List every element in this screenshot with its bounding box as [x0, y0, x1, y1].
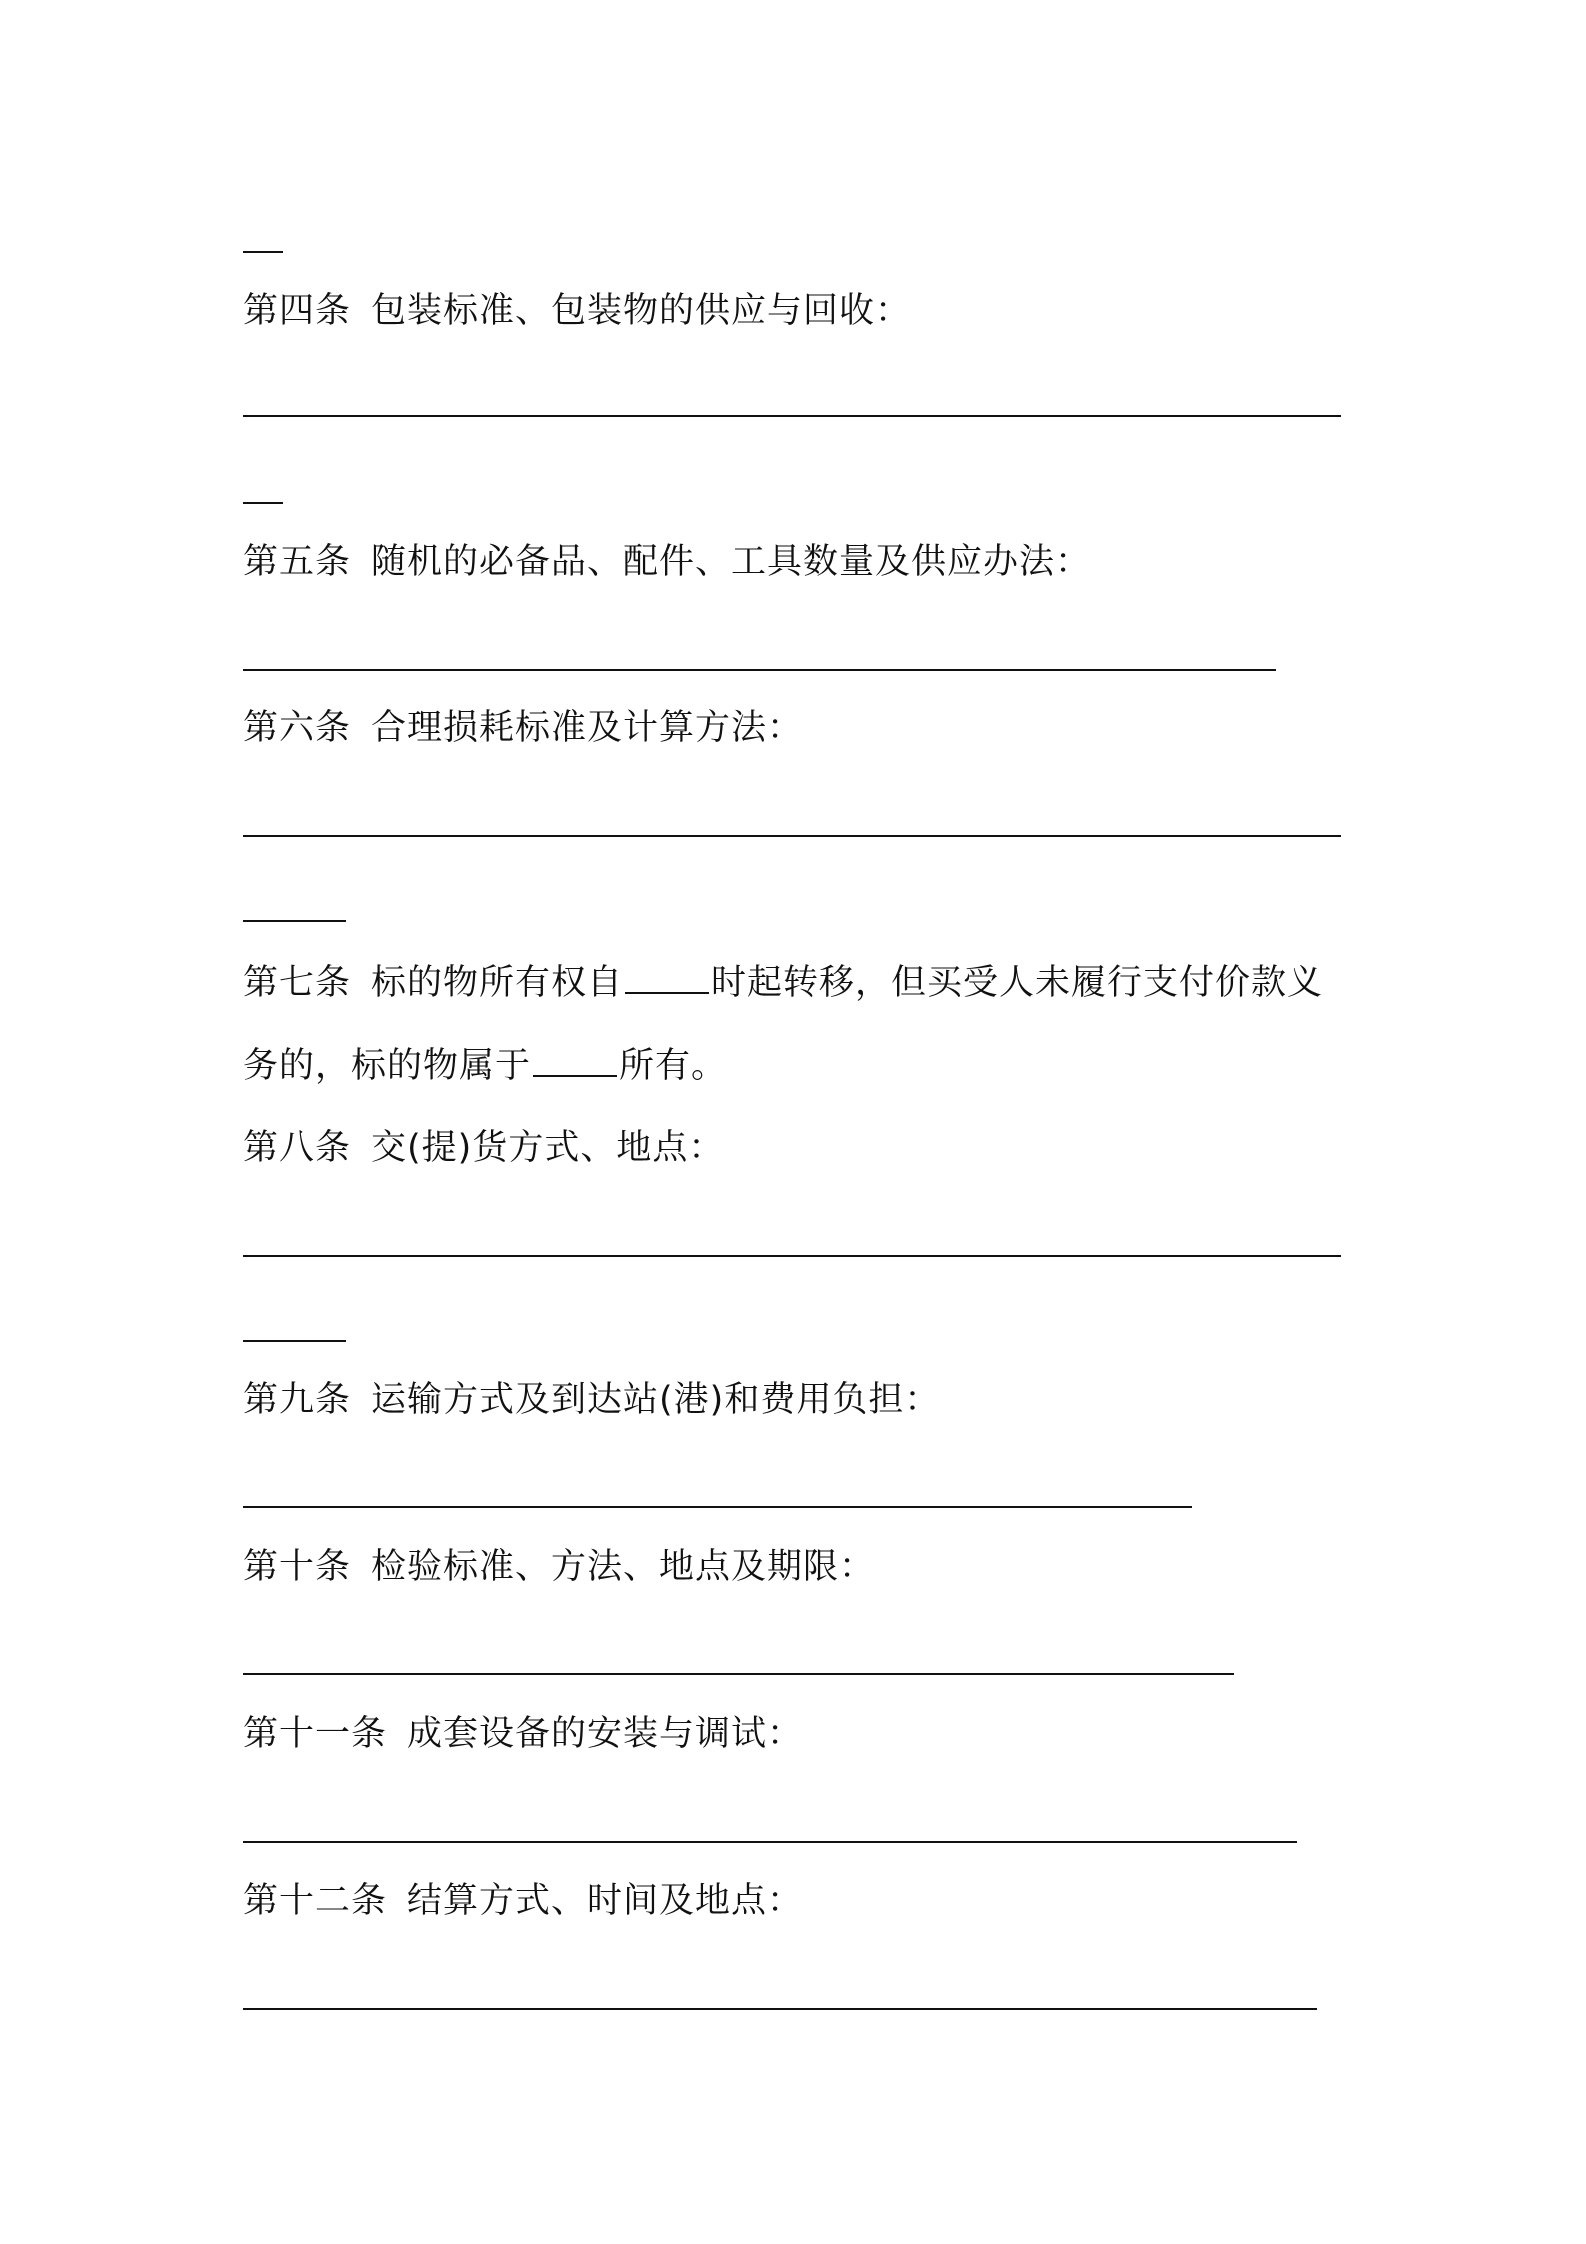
article-number: 第六条 [243, 708, 352, 748]
article-title: 运输方式及到达站(港)和费用负担： [371, 1380, 941, 1420]
fill-in-line[interactable] [243, 415, 1341, 417]
fill-in-line[interactable] [243, 2008, 1317, 2010]
article-number: 第九条 [243, 1380, 352, 1420]
fill-in-line[interactable] [243, 1340, 346, 1342]
fill-in-line[interactable] [243, 835, 1341, 837]
fill-in-line[interactable] [243, 1506, 1192, 1508]
article-9-heading [243, 1380, 940, 1420]
article-text-part: 所有。 [619, 1046, 728, 1086]
article-title: 交(提)货方式、地点： [371, 1128, 725, 1168]
article-title: 包装标准、包装物的供应与回收： [371, 291, 912, 331]
article-7-continuation [243, 1045, 727, 1086]
article-10-heading [243, 1547, 875, 1587]
article-number: 第七条 [243, 963, 352, 1003]
inline-fill-in-blank[interactable] [533, 1045, 617, 1077]
article-number: 第十条 [243, 1547, 352, 1587]
fill-in-line[interactable] [243, 1255, 1341, 1257]
fill-in-line[interactable] [243, 920, 346, 922]
article-5-heading [243, 542, 1091, 582]
article-4-heading [243, 291, 911, 331]
article-8-heading [243, 1128, 724, 1168]
article-number: 第五条 [243, 542, 352, 582]
fill-in-line[interactable] [243, 502, 283, 504]
blank-line [243, 251, 283, 253]
article-title: 结算方式、时间及地点： [407, 1881, 804, 1921]
fill-in-line[interactable] [243, 1673, 1234, 1675]
article-text-part: 时起转移，但买受人未履行支付价款义 [711, 963, 1324, 1003]
fill-in-line[interactable] [243, 669, 1276, 671]
inline-fill-in-blank[interactable] [625, 962, 709, 994]
article-number: 第八条 [243, 1128, 352, 1168]
article-11-heading [243, 1714, 803, 1754]
article-number: 第四条 [243, 291, 352, 331]
article-7-heading [243, 962, 1323, 1003]
article-text-part: 务的，标的物属于 [243, 1046, 532, 1086]
article-6-heading [243, 708, 803, 748]
article-title: 检验标准、方法、地点及期限： [371, 1547, 876, 1587]
article-title: 随机的必备品、配件、工具数量及供应办法： [371, 542, 1092, 582]
article-title: 合理损耗标准及计算方法： [371, 708, 804, 748]
article-title: 成套设备的安装与调试： [407, 1714, 804, 1754]
article-number: 第十二条 [243, 1881, 388, 1921]
article-12-heading [243, 1881, 803, 1921]
article-number: 第十一条 [243, 1714, 388, 1754]
fill-in-line[interactable] [243, 1841, 1297, 1843]
article-text-part: 标的物所有权自 [371, 963, 624, 1003]
